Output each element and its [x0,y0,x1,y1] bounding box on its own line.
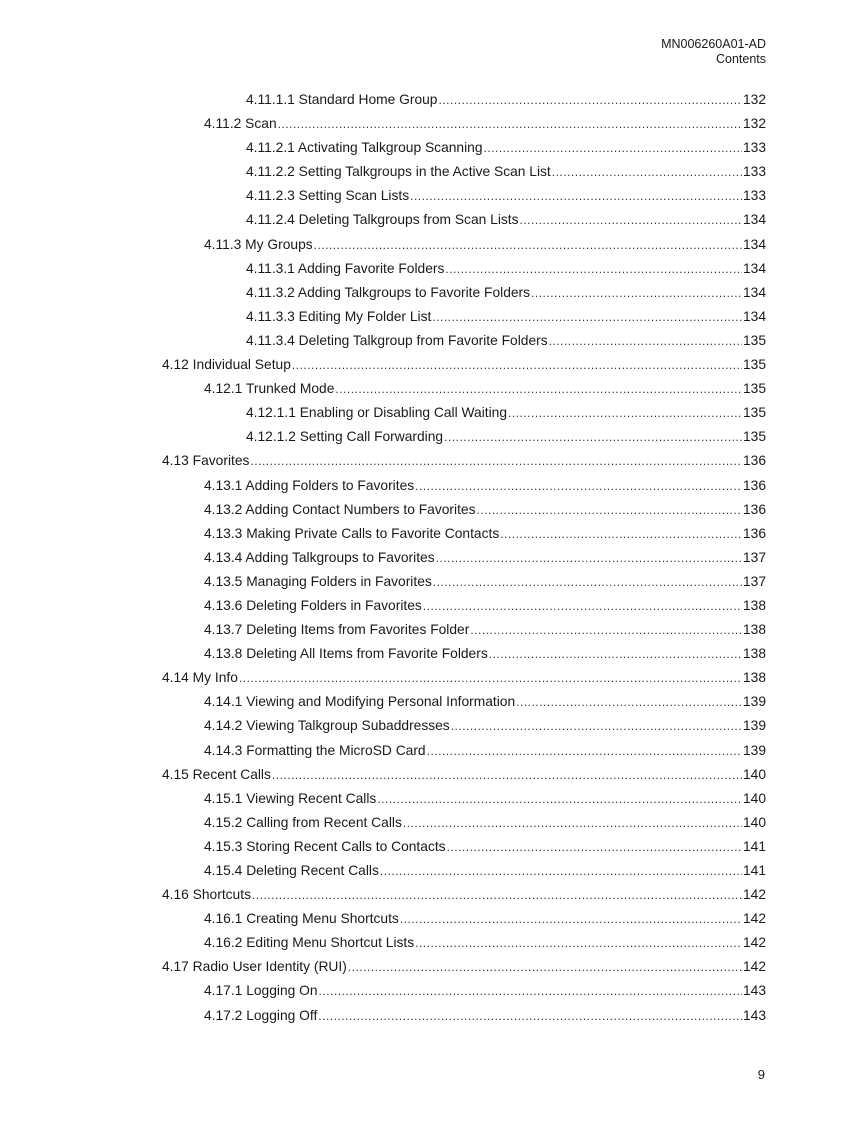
dot-leader [423,598,742,613]
dot-leader [439,92,742,107]
toc-entry-page: 136 [742,525,766,541]
toc-entry[interactable] [162,453,766,477]
toc-entry-page: 138 [742,646,766,662]
toc-entry-page: 140 [742,766,766,782]
toc-entry[interactable] [162,261,766,285]
toc-entry[interactable] [162,863,766,887]
toc-entry-title: 4.16.1 Creating Menu Shortcuts [204,911,399,927]
dot-leader [348,959,742,974]
dot-leader [484,140,742,155]
toc-entry-title: 4.11.3.1 Adding Favorite Folders [246,260,445,276]
toc-entry-title: 4.15.1 Viewing Recent Calls [204,790,377,806]
toc-entry-title: 4.12 Individual Setup [162,357,291,373]
toc-entry[interactable] [162,887,766,911]
toc-entry-title: 4.11.2.4 Deleting Talkgroups from Scan Lists [246,212,519,228]
toc-entry-page: 135 [742,332,766,348]
toc-entry-title: 4.11.2.3 Setting Scan Lists [246,188,410,204]
toc-entry-title: 4.15.2 Calling from Recent Calls [204,814,402,830]
document-id: MN006260A01-AD [661,37,766,51]
toc-entry-page: 136 [742,477,766,493]
toc-entry-title: 4.13.6 Deleting Folders in Favorites [204,597,422,613]
toc-entry-page: 143 [742,1007,766,1023]
toc-entry[interactable] [162,598,766,622]
toc-entry-page: 139 [742,694,766,710]
dot-leader [432,309,742,324]
section-title: Contents [715,52,766,66]
toc-entry-page: 139 [742,718,766,734]
toc-entry-title: 4.13.5 Managing Folders in Favorites [204,573,432,589]
toc-entry-page: 137 [742,573,766,589]
toc-entry-title: 4.11.3.3 Editing My Folder List [246,308,432,324]
toc-entry-page: 137 [742,549,766,565]
dot-leader [252,887,742,902]
toc-entry-title: 4.14 My Info [162,670,238,686]
toc-entry[interactable] [162,574,766,598]
toc-entry[interactable] [162,935,766,959]
toc-entry-page: 138 [742,670,766,686]
toc-entry-page: 142 [742,911,766,927]
toc-entry-title: 4.16.2 Editing Menu Shortcut Lists [204,935,415,951]
toc-entry-title: 4.11.3.4 Deleting Talkgroup from Favorite Folders [246,332,548,348]
toc-entry-title: 4.12.1.2 Setting Call Forwarding [246,429,444,445]
dot-leader [403,815,742,830]
toc-entry-title: 4.17 Radio User Identity (RUI) [162,959,347,975]
toc-entry-page: 141 [742,863,766,878]
toc-entry[interactable] [162,381,766,405]
dot-leader [272,767,742,782]
toc-entry-title: 4.13.4 Adding Talkgroups to Favorites [204,549,435,565]
toc-entry[interactable] [162,959,766,983]
toc-entry-title: 4.14.1 Viewing and Modifying Personal Information [204,694,516,710]
toc-entry-page: 138 [742,622,766,638]
toc-entry-title: 4.17.1 Logging On [204,983,318,999]
dot-leader [292,357,742,372]
toc-entry[interactable] [162,478,766,502]
toc-entry-title: 4.15 Recent Calls [162,766,271,782]
toc-entry-page: 139 [742,742,766,758]
toc-entry[interactable] [162,646,766,670]
toc-entry-page: 132 [742,116,766,132]
toc-entry[interactable] [162,357,766,381]
toc-entry-title: 4.11.2.2 Setting Talkgroups in the Active Scan List [246,164,551,180]
dot-leader [489,646,742,661]
toc-entry[interactable] [162,718,766,742]
toc-entry-title: 4.12.1.1 Enabling or Disabling Call Waiting [246,405,508,421]
toc-entry-page: 134 [742,212,766,228]
dot-leader [278,116,742,131]
toc-entry-title: 4.17.2 Logging Off [204,1007,318,1023]
toc-entry-page: 136 [742,501,766,517]
toc-entry-title: 4.13 Favorites [162,453,250,469]
toc-entry-title: 4.14.2 Viewing Talkgroup Subaddresses [204,718,450,734]
toc-entry-title: 4.13.7 Deleting Items from Favorites Folder [204,622,470,638]
toc-entry[interactable] [162,188,766,212]
dot-leader [447,839,742,854]
dot-leader [239,670,742,685]
toc-entry-page: 135 [742,381,766,397]
dot-leader [436,550,742,565]
dot-leader [415,935,742,950]
toc-entry-title: 4.13.1 Adding Folders to Favorites [204,477,415,493]
toc-entry-page: 134 [742,308,766,324]
dot-leader [410,188,742,203]
toc-entry-page: 133 [742,188,766,204]
toc-entry-page: 135 [742,405,766,421]
dot-leader [451,718,742,733]
dot-leader [549,333,742,348]
dot-leader [470,622,742,637]
toc-entry-title: 4.11.2 Scan [204,116,277,132]
toc-entry-page: 136 [742,453,766,469]
toc-entry-title: 4.11.3 My Groups [204,236,313,252]
dot-leader [552,164,742,179]
dot-leader [335,381,742,396]
toc-entry-title: 4.11.3.2 Adding Talkgroups to Favorite Folders [246,284,531,300]
page-header [661,37,766,67]
toc-entry[interactable] [162,333,766,357]
toc-entry-title: 4.11.2.1 Activating Talkgroup Scanning [246,140,483,156]
dot-leader [415,478,742,493]
toc-entry-title: 4.12.1 Trunked Mode [204,381,335,397]
toc-entry[interactable] [162,309,766,333]
toc-entry[interactable] [162,622,766,646]
toc-entry[interactable] [162,237,766,261]
toc-entry[interactable] [162,502,766,526]
toc-entry-page: 141 [742,838,766,854]
toc-entry[interactable] [162,839,766,863]
toc-entry-title: 4.15.4 Deleting Recent Calls [204,863,379,878]
dot-leader [445,261,742,276]
toc-entry-page: 142 [742,935,766,951]
dot-leader [444,429,742,444]
dot-leader [250,453,742,468]
toc-entry[interactable] [162,815,766,839]
toc-entry[interactable] [162,767,766,791]
toc-entry[interactable] [162,1008,766,1032]
toc-entry-page: 135 [742,357,766,373]
dot-leader [380,863,742,878]
toc-entry-page: 142 [742,887,766,903]
toc-entry[interactable] [162,911,766,935]
dot-leader [319,983,742,998]
toc-entry-page: 143 [742,983,766,999]
dot-leader [433,574,742,589]
toc-entry-page: 142 [742,959,766,975]
toc-entry-title: 4.11.1.1 Standard Home Group [246,92,438,107]
dot-leader [516,694,742,709]
toc-entry-page: 133 [742,164,766,180]
toc-entry[interactable] [162,164,766,188]
toc-entry-page: 140 [742,790,766,806]
toc-entry-title: 4.13.8 Deleting All Items from Favorite Folders [204,646,488,662]
toc-entry-page: 140 [742,814,766,830]
dot-leader [377,791,742,806]
toc-entry-page: 135 [742,429,766,445]
dot-leader [477,502,742,517]
toc-entry[interactable] [162,212,766,236]
dot-leader [531,285,742,300]
toc-entry[interactable] [162,140,766,164]
toc-entry[interactable] [162,92,766,116]
toc-entry[interactable] [162,285,766,309]
toc-entry[interactable] [162,526,766,550]
dot-leader [400,911,742,926]
toc-entry[interactable] [162,550,766,574]
toc-entry[interactable] [162,116,766,140]
toc-entry-page: 134 [742,260,766,276]
dot-leader [314,237,742,252]
dot-leader [427,743,742,758]
dot-leader [520,212,742,227]
table-of-contents [162,92,766,1032]
toc-entry-page: 138 [742,597,766,613]
toc-entry-title: 4.14.3 Formatting the MicroSD Card [204,742,426,758]
toc-entry[interactable] [162,670,766,694]
toc-entry-title: 4.15.3 Storing Recent Calls to Contacts [204,838,446,854]
toc-entry[interactable] [162,743,766,767]
toc-entry-page: 133 [742,140,766,156]
dot-leader [500,526,742,541]
toc-entry-title: 4.13.2 Adding Contact Numbers to Favorites [204,501,476,517]
toc-entry[interactable] [162,791,766,815]
toc-entry[interactable] [162,694,766,718]
toc-entry-page: 132 [742,92,766,107]
toc-entry-page: 134 [742,236,766,252]
toc-entry[interactable] [162,983,766,1007]
toc-entry[interactable] [162,405,766,429]
toc-entry-title: 4.16 Shortcuts [162,887,251,903]
dot-leader [318,1008,742,1023]
toc-entry-title: 4.13.3 Making Private Calls to Favorite Contacts [204,525,500,541]
dot-leader [508,405,742,420]
page-number: 9 [757,1067,765,1082]
toc-entry[interactable] [162,429,766,453]
toc-entry-page: 134 [742,284,766,300]
